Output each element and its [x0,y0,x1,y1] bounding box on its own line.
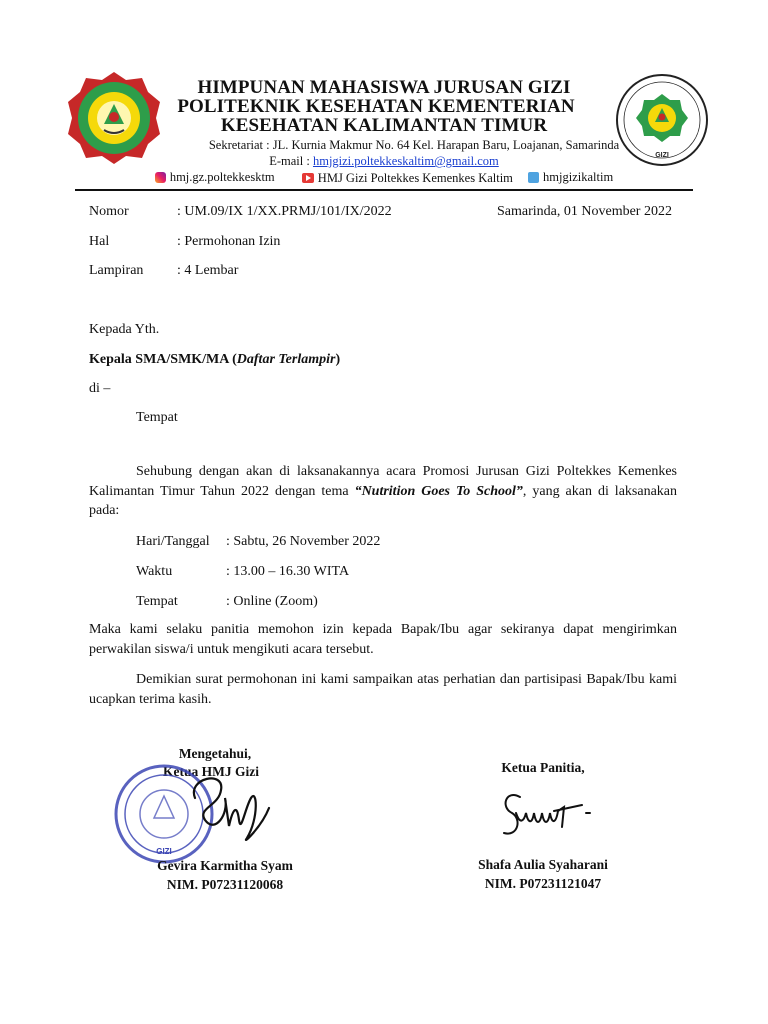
paragraph-1 [89,462,677,521]
nomor-label: Nomor [89,204,129,219]
twitter-handle: hmjgizikaltim [543,170,614,184]
right-sig-name: Shafa Aulia Syaharani [478,857,608,872]
recipient-name [89,350,340,369]
nomor-value: : UM.09/IX 1/XX.PRMJ/101/IX/2022 [177,204,392,219]
email-line [0,154,768,169]
instagram-handle: hmj.gz.poltekkesktm [169,170,275,184]
header-divider [75,189,693,191]
twitter-icon [528,172,539,183]
recipient-place: Tempat [136,410,178,425]
stamp-gizi: GIZI [156,847,172,856]
recipient-name-plain: Kepala SMA/SMK/MA ( [89,352,237,367]
right-signature [498,785,608,845]
detail-value-day: : Sabtu, 26 November 2022 [226,534,381,549]
youtube-handle: HMJ Gizi Poltekkes Kemenkes Kaltim [317,170,513,185]
left-sig-title1: Mengetahui, [178,746,252,761]
letter-date: Samarinda, 01 November 2022 [497,204,672,219]
org-name-line1: HIMPUNAN MAHASISWA JURUSAN GIZI [197,77,571,98]
instagram-icon [155,172,166,183]
left-sig-title2: Ketua HMJ Gizi [163,764,259,779]
paragraph-2: Maka kami selaku panitia memohon izin kepada Bapak/Ibu agar sekiranya dapat mengirimkan perwakilan siswa/i untuk mengikuti acara tersebut. [89,622,677,657]
greeting: Kepada Yth. [89,322,160,337]
left-sig-nim: NIM. P07231120068 [166,877,284,892]
youtube-link[interactable] [302,171,513,186]
detail-value-time: : 13.00 – 16.30 WITA [226,564,350,579]
org-name-line3: KESEHATAN KALIMANTAN TIMUR [220,115,548,136]
event-theme: “Nutrition Goes To School” [354,483,523,499]
left-sig-name: Gevira Karmitha Syam [157,858,293,873]
right-logo-gizi: GIZI [655,152,669,159]
recipient-name-italic: Daftar Terlampir [236,352,336,367]
recipient-name-close: ) [335,352,341,367]
right-sig-nim: NIM. P07231121047 [484,876,602,891]
lampiran-label: Lampiran [89,263,144,278]
instagram-link[interactable] [155,170,275,185]
left-signature [185,768,275,848]
address: Sekretariat : JL. Kurnia Makmur No. 64 Kel. Harapan Baru, Loajanan, Samarinda [208,138,620,152]
hal-label: Hal [89,234,110,249]
detail-label-place: Tempat [136,594,178,609]
detail-label-time: Waktu [136,564,173,579]
email-label: E-mail : [269,154,313,168]
email-link[interactable]: hmjgizi.poltekkeskaltim@gmail.com [312,154,499,168]
org-name-line2: POLITEKNIK KESEHATAN KEMENTERIAN [177,96,575,117]
lampiran-value: : 4 Lembar [177,263,239,278]
twitter-link[interactable] [528,170,613,185]
detail-value-place: : Online (Zoom) [226,594,318,609]
paragraph-3: Demikian surat permohonan ini kami sampaikan atas perhatian dan partisipasi Bapak/Ibu kami ucapkan terima kasih. [89,672,677,707]
paragraph-1-end: , yang akan di laksanakan pada: [89,483,677,518]
social-links [0,170,768,187]
hal-value: : Permohonan Izin [177,234,281,249]
youtube-icon [302,173,314,183]
right-sig-title: Ketua Panitia, [501,760,585,775]
detail-label-day: Hari/Tanggal [136,534,210,549]
recipient-di: di – [89,381,111,396]
paragraph-1-start: Sehubung dengan akan di laksanakannya acara Promosi Jurusan Gizi Poltekkes Kemenkes Kalimantan Timur Tahun 2022 dengan tema [89,464,677,499]
